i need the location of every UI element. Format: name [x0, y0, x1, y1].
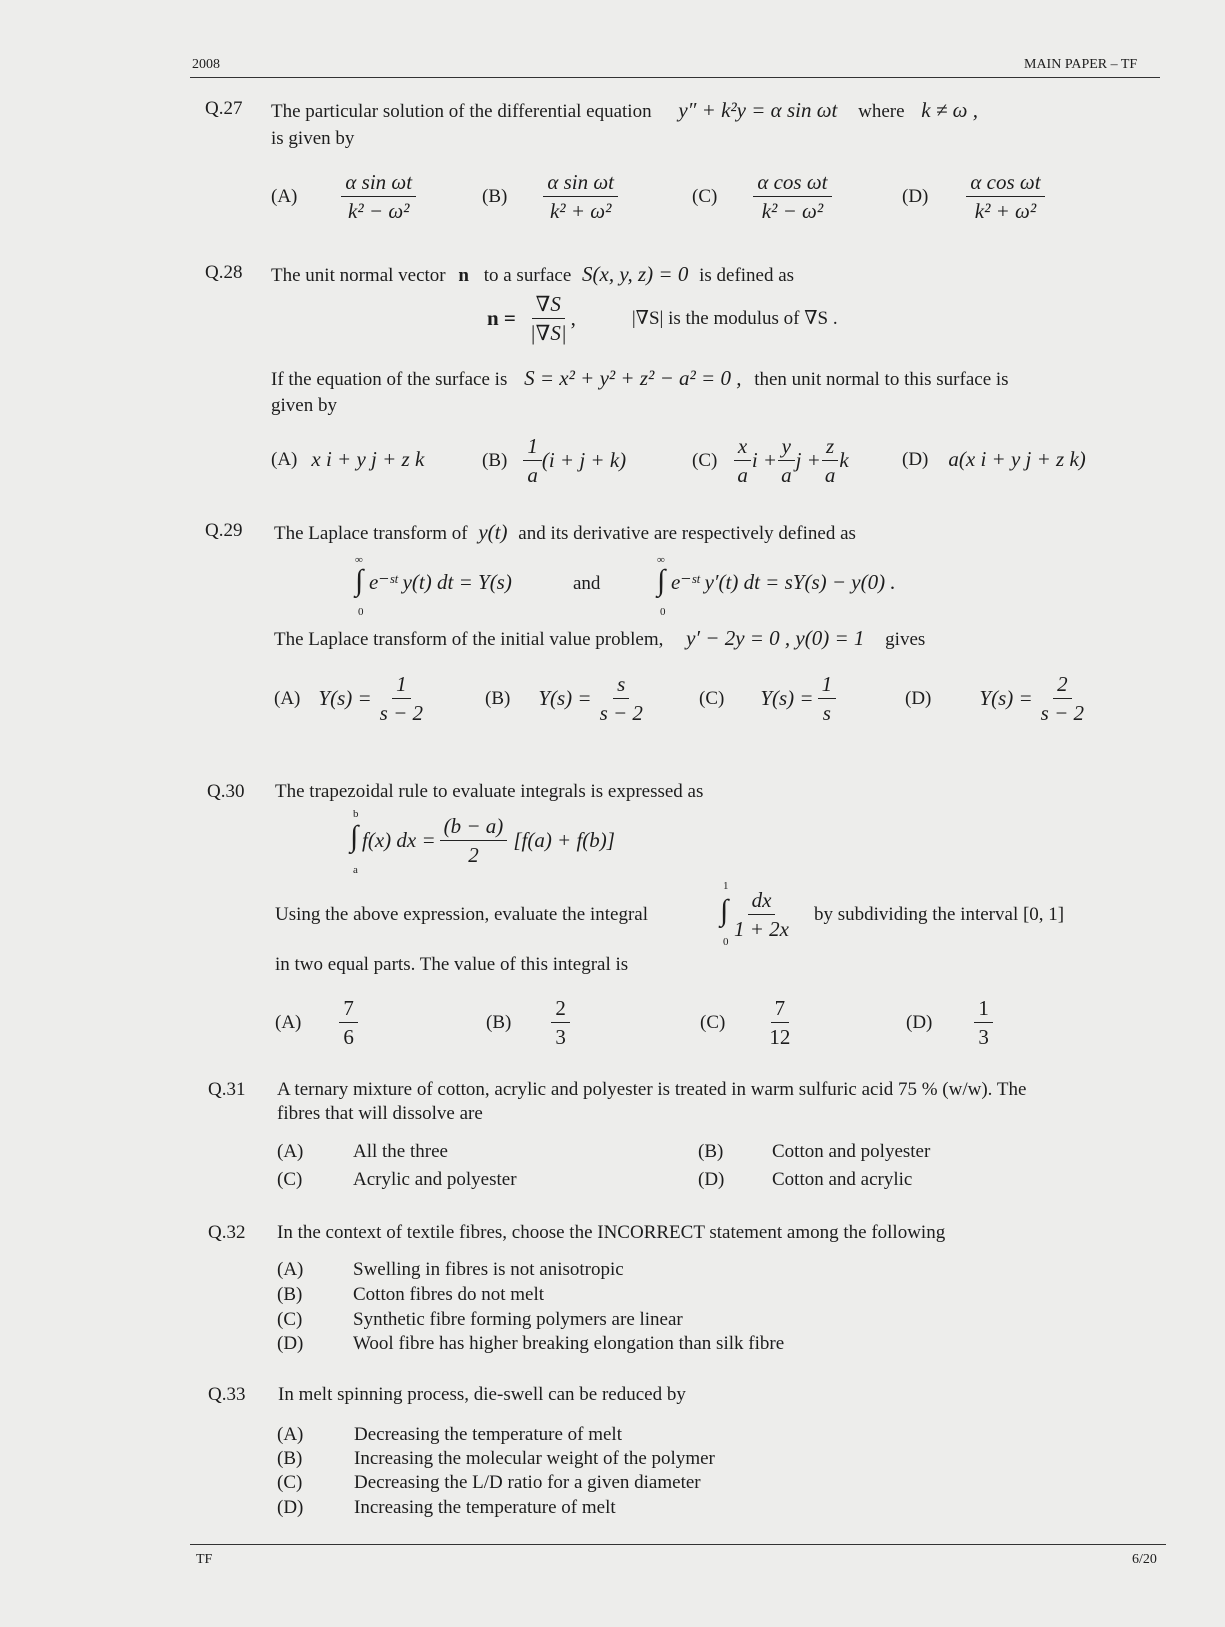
conjunction: and	[573, 573, 601, 594]
option-c	[700, 996, 794, 1049]
vector-n: n	[458, 265, 469, 286]
denominator: k² − ω²	[761, 199, 824, 224]
numerator: 1	[523, 434, 542, 461]
header-year: 2008	[192, 57, 220, 72]
option-label: (B)	[482, 185, 508, 207]
denominator: 12	[769, 1025, 791, 1050]
numerator: ∇S	[532, 292, 565, 319]
surface-equation: S(x, y, z) = 0	[582, 262, 689, 286]
denominator: a	[824, 463, 836, 488]
option-lhs: Y(s) =	[538, 686, 592, 711]
denominator: 3	[555, 1025, 566, 1050]
option-b-text: Cotton and polyester	[772, 1141, 931, 1162]
option-a-label: (A)	[277, 1424, 304, 1445]
option-c	[692, 170, 832, 223]
option-d	[905, 672, 1088, 725]
integrand-fraction	[730, 888, 793, 941]
numerator: 2	[1053, 672, 1072, 699]
option-b	[486, 996, 570, 1049]
denominator: 2	[468, 843, 479, 868]
option-d	[902, 447, 1086, 472]
modulus-note: |∇S| is the modulus of ∇S .	[631, 308, 838, 330]
numerator: α cos ωt	[966, 170, 1044, 197]
option-fraction	[974, 996, 993, 1049]
question-number: Q.29	[205, 520, 243, 541]
numerator: z	[822, 434, 838, 461]
unit-k: k	[839, 448, 849, 473]
denominator: k² − ω²	[348, 199, 410, 224]
option-fraction	[753, 170, 831, 223]
option-a-label: (A)	[277, 1259, 304, 1280]
definition-fraction	[526, 292, 571, 345]
option-fraction	[341, 170, 416, 223]
denominator: s − 2	[379, 701, 423, 726]
footer-code: TF	[196, 1552, 213, 1567]
question-number: Q.30	[207, 781, 245, 802]
question-text-line2b: by subdividing the interval [0, 1]	[814, 904, 1065, 925]
option-a	[271, 447, 424, 472]
option-b-text: Increasing the molecular weight of the polymer	[354, 1448, 715, 1469]
rule-lhs: f(x) dx =	[362, 828, 436, 853]
question-text-line2: Using the above expression, evaluate the integral	[275, 904, 649, 925]
integral-sign: ∫	[720, 894, 729, 927]
option-label: (D)	[902, 448, 929, 470]
option-c-label: (C)	[277, 1472, 303, 1493]
footer-page-number: 6/20	[1132, 1552, 1157, 1567]
header-paper: MAIN PAPER – TF	[1024, 57, 1138, 72]
question-text-line3	[271, 366, 1009, 391]
option-d-label: (D)	[277, 1497, 304, 1518]
option-c-text: Acrylic and polyester	[353, 1169, 517, 1190]
option-expression	[523, 434, 626, 487]
question-number: Q.27	[205, 98, 243, 119]
upper-limit: b	[353, 808, 359, 820]
definition-comma: ,	[570, 306, 576, 331]
option-label: (D)	[902, 185, 929, 207]
lower-limit: 0	[660, 606, 666, 618]
denominator: s	[822, 701, 831, 726]
option-c-text: Synthetic fibre forming polymers are linear	[353, 1309, 683, 1330]
option-label: (C)	[692, 185, 718, 207]
unit-i: i +	[751, 448, 778, 473]
option-d-text: Increasing the temperature of melt	[354, 1497, 616, 1518]
option-d	[906, 996, 993, 1049]
option-fraction	[966, 170, 1044, 223]
numerator: 2	[551, 996, 570, 1023]
upper-limit: 1	[723, 880, 729, 892]
denominator: k² + ω²	[549, 199, 612, 224]
option-fraction	[376, 672, 427, 725]
numerator: dx	[748, 888, 776, 915]
question-text: The trapezoidal rule to evaluate integrals is expressed as	[275, 781, 704, 802]
option-c-text: Decreasing the L/D ratio for a given diameter	[354, 1472, 701, 1493]
integral-sign: ∫	[657, 564, 666, 597]
option-label: (C)	[700, 1011, 726, 1033]
option-c	[692, 434, 849, 487]
question-text-line3: in two equal parts. The value of this integral is	[275, 954, 629, 975]
lower-limit: 0	[723, 936, 729, 948]
numerator: α sin ωt	[543, 170, 618, 197]
normal-definition	[487, 292, 838, 345]
option-d-label: (D)	[277, 1333, 304, 1354]
function-y: y(t)	[478, 520, 508, 544]
denominator: 3	[978, 1025, 989, 1050]
question-text-line4: given by	[271, 395, 337, 416]
option-b-label: (B)	[277, 1284, 303, 1305]
option-fraction	[339, 996, 358, 1049]
numerator: (b − a)	[440, 814, 508, 841]
question-text: A ternary mixture of cotton, acrylic and polyester is treated in warm sulfuric acid 75 % (w/w). The	[277, 1079, 1027, 1100]
question-text-line2: is given by	[271, 128, 355, 149]
denominator: s − 2	[599, 701, 643, 726]
option-expression: a(x i + y j + z k)	[948, 447, 1086, 471]
numerator: 7	[771, 996, 790, 1023]
option-label: (A)	[274, 687, 301, 709]
option-a	[271, 170, 416, 223]
option-label: (C)	[692, 449, 718, 471]
denominator: |∇S|	[529, 321, 567, 346]
numerator: s	[613, 672, 629, 699]
option-b	[485, 672, 647, 725]
question-text-part: and its derivative are respectively defined as	[518, 523, 856, 544]
option-fraction	[523, 434, 542, 487]
option-label: (B)	[485, 687, 511, 709]
question-number: Q.28	[205, 262, 243, 283]
question-text	[271, 98, 978, 123]
option-fraction	[551, 996, 570, 1049]
question-text-part: to a surface	[483, 265, 572, 286]
option-expression	[733, 434, 848, 487]
option-fraction	[1037, 672, 1088, 725]
definition-lhs: n =	[487, 306, 516, 331]
definition-1: e⁻ˢᵗ y(t) dt = Y(s)	[369, 570, 512, 594]
initial-value-problem: y′ − 2y = 0 , y(0) = 1	[686, 626, 865, 650]
option-a	[274, 672, 427, 725]
question-text-part: The unit normal vector	[271, 265, 446, 286]
option-label: (B)	[486, 1011, 512, 1033]
question-text-part: The Laplace transform of the initial value problem,	[274, 629, 664, 650]
option-c-label: (C)	[277, 1169, 303, 1190]
question-text-part: The particular solution of the differential equation	[271, 101, 652, 122]
option-a	[275, 996, 358, 1049]
denominator: a	[737, 463, 748, 488]
question-text	[271, 262, 794, 287]
numerator: 1	[974, 996, 993, 1023]
numerator: y	[778, 434, 795, 461]
rule-rest: [f(a) + f(b)]	[513, 828, 615, 853]
denominator: s − 2	[1040, 701, 1084, 726]
equation: y″ + k²y = α sin ωt	[678, 98, 838, 122]
option-rest: (i + j + k)	[541, 448, 627, 473]
option-label: (B)	[482, 449, 508, 471]
option-fraction	[818, 672, 837, 725]
denominator: a	[781, 463, 792, 488]
lower-limit: 0	[358, 606, 364, 618]
option-b-text: Cotton fibres do not melt	[353, 1284, 545, 1305]
option-a-label: (A)	[277, 1141, 304, 1162]
option-expression: x i + y j + z k	[311, 447, 425, 471]
question-number: Q.31	[208, 1079, 246, 1100]
unit-j: j +	[795, 448, 821, 473]
denominator: a	[527, 463, 538, 488]
denominator: k² + ω²	[974, 199, 1037, 224]
question-text: In melt spinning process, die-swell can be reduced by	[278, 1384, 686, 1405]
upper-limit: ∞	[355, 554, 363, 566]
footer-rule	[190, 1544, 1166, 1545]
fraction-x	[733, 434, 752, 487]
integral-sign: ∫	[350, 820, 359, 853]
question-number: Q.33	[208, 1384, 246, 1405]
lower-limit: a	[353, 864, 358, 876]
question-text-line2: fibres that will dissolve are	[277, 1103, 483, 1124]
option-fraction	[765, 996, 794, 1049]
numerator: α sin ωt	[341, 170, 416, 197]
question-text: In the context of textile fibres, choose the INCORRECT statement among the following	[277, 1222, 946, 1243]
numerator: α cos ωt	[753, 170, 831, 197]
option-fraction	[596, 672, 647, 725]
option-d	[902, 170, 1045, 223]
question-text-part: then unit normal to this surface is	[754, 369, 1009, 390]
option-a-text: Swelling in fibres is not anisotropic	[353, 1259, 624, 1280]
option-a-text: Decreasing the temperature of melt	[354, 1424, 622, 1445]
numerator: 7	[339, 996, 358, 1023]
integral-sign: ∫	[355, 564, 364, 597]
option-label: (C)	[699, 687, 725, 709]
option-b	[482, 170, 618, 223]
laplace-definitions	[355, 554, 955, 618]
question-text-part: where	[858, 101, 905, 122]
numerator: x	[734, 434, 751, 461]
option-label: (A)	[271, 185, 298, 207]
numerator: 1	[392, 672, 411, 699]
option-label: (A)	[275, 1011, 302, 1033]
denominator: 6	[343, 1025, 354, 1050]
option-a-text: All the three	[353, 1141, 448, 1162]
condition: k ≠ ω ,	[921, 98, 978, 122]
fraction-z	[821, 434, 840, 487]
option-b-label: (B)	[698, 1141, 724, 1162]
question-text-part: is defined as	[699, 265, 795, 286]
option-b	[482, 434, 626, 487]
option-fraction	[543, 170, 618, 223]
definition-2: e⁻ˢᵗ y′(t) dt = sY(s) − y(0) .	[671, 570, 896, 594]
option-b-label: (B)	[277, 1448, 303, 1469]
upper-limit: ∞	[657, 554, 665, 566]
option-c-label: (C)	[277, 1309, 303, 1330]
option-label: (D)	[905, 687, 932, 709]
question-text-part: gives	[885, 629, 926, 650]
question-number: Q.32	[208, 1222, 246, 1243]
question-text	[274, 520, 856, 545]
rule-fraction	[440, 814, 508, 867]
option-c	[699, 672, 836, 725]
surface-equation-2: S = x² + y² + z² − a² = 0 ,	[524, 366, 742, 390]
fraction-y	[777, 434, 796, 487]
option-d-text: Cotton and acrylic	[772, 1169, 913, 1190]
option-lhs: Y(s) =	[318, 686, 372, 711]
denominator: 1 + 2x	[734, 917, 789, 942]
question-text-line3	[274, 626, 925, 651]
trapezoidal-rule	[350, 808, 690, 876]
question-text-part: The Laplace transform of	[274, 523, 468, 544]
numerator: 1	[818, 672, 837, 699]
option-d-text: Wool fibre has higher breaking elongation than silk fibre	[353, 1333, 785, 1354]
option-label: (A)	[271, 448, 298, 470]
header-rule	[190, 77, 1160, 78]
option-lhs: Y(s) =	[979, 686, 1033, 711]
rule-expression	[362, 814, 615, 867]
option-label: (D)	[906, 1011, 933, 1033]
integral-expression	[720, 880, 800, 948]
question-text-part: If the equation of the surface is	[271, 369, 508, 390]
option-d-label: (D)	[698, 1169, 725, 1190]
option-lhs: Y(s) =	[760, 686, 814, 711]
